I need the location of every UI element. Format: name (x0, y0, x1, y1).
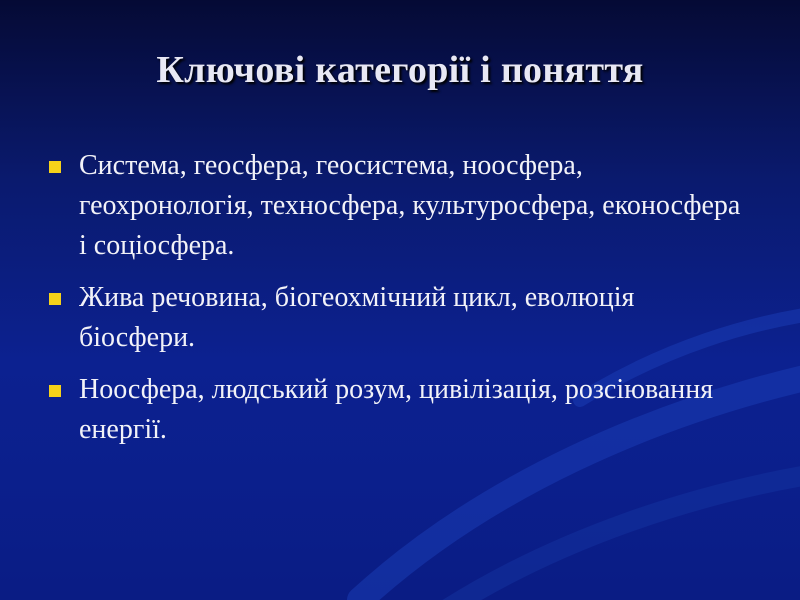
square-bullet-icon (49, 293, 61, 305)
bullet-item (46, 370, 746, 450)
square-bullet-icon (49, 161, 61, 173)
bullet-item (46, 278, 746, 358)
square-bullet-icon (49, 385, 61, 397)
bullet-text: Система, геосфера, геосистема, ноосфера, геохронологія, техносфера, культуросфера, еконосфера і соціосфера. (79, 150, 741, 261)
slide-title: Ключові категорії і поняття (156, 49, 644, 91)
bullet-list (46, 146, 746, 462)
bullet-text: Жива речовина, біогеохмічний цикл, еволюція біосфери. (79, 282, 635, 353)
bullet-item (46, 146, 746, 266)
bullet-text: Ноосфера, людський розум, цивілізація, розсіювання енергії. (79, 374, 714, 445)
